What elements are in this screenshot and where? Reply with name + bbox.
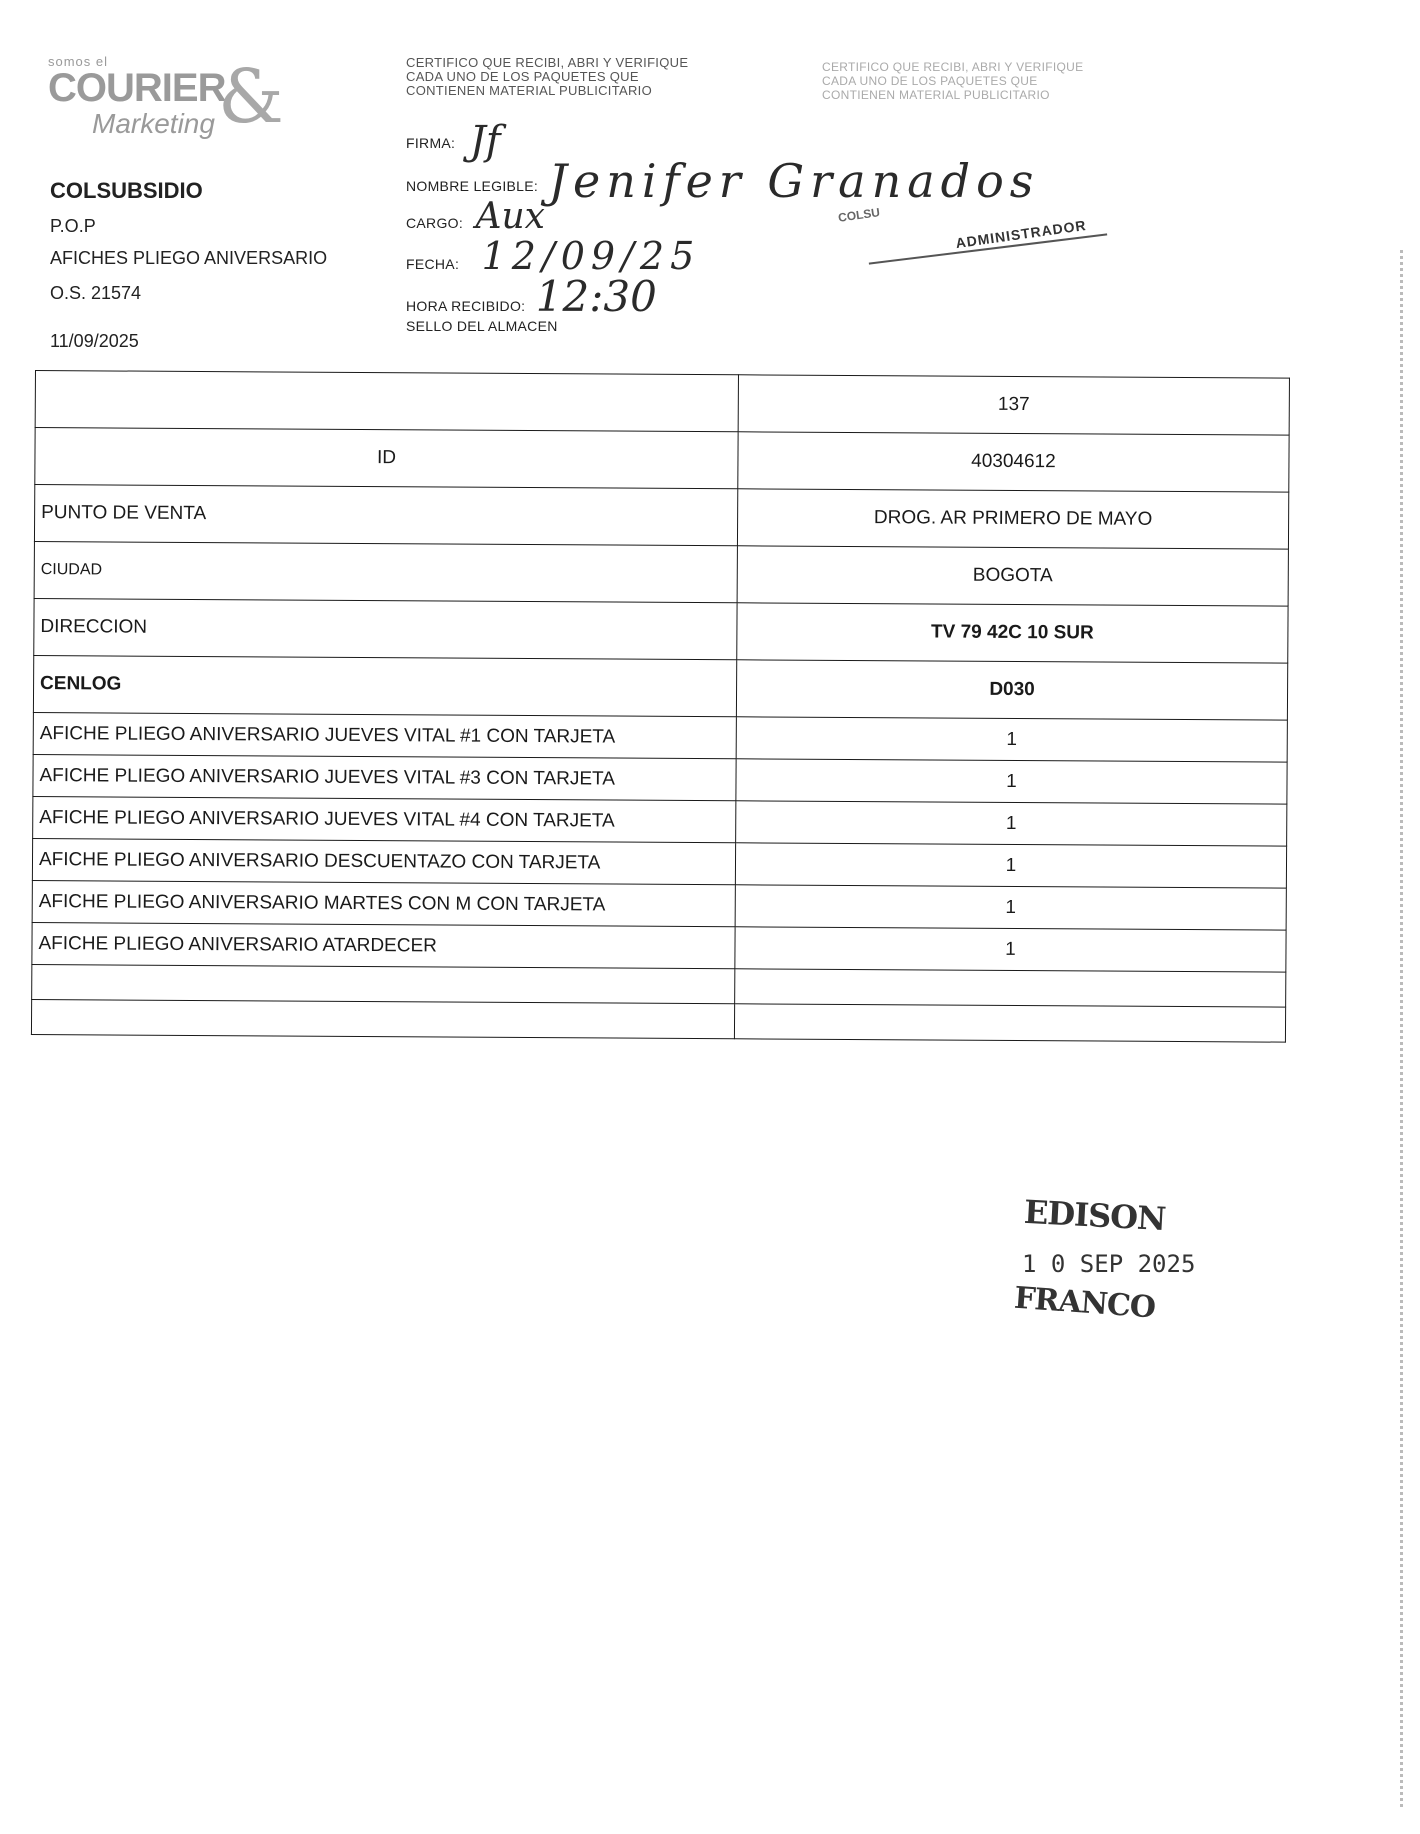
cargo-field [406, 196, 545, 237]
table-row [34, 485, 1288, 550]
table-cell-empty [735, 969, 1286, 1007]
logo-ampersand: & [218, 54, 284, 140]
document-date: 11/09/2025 [50, 331, 139, 351]
certificate-text-faint [822, 60, 1152, 102]
order-number: O.S. 21574 [50, 283, 142, 303]
punto-label: PUNTO DE VENTA [34, 485, 737, 546]
table-row [33, 655, 1287, 720]
ciudad-value: BOGOTA [737, 546, 1288, 606]
stamp-name-bottom: FRANCO [1013, 1280, 1157, 1326]
item-name: AFICHE PLIEGO ANIVERSARIO JUEVES VITAL #3 CON TARJETA [33, 754, 736, 800]
logo-brand: COURIER [48, 66, 226, 110]
id-label: ID [35, 428, 738, 489]
hora-value: 12:30 [535, 272, 657, 321]
nombre-label: NOMBRE LEGIBLE: [406, 178, 539, 194]
table-row [35, 371, 1289, 436]
certificate-line: CERTIFICO QUE RECIBI, ABRI Y VERIFIQUE [822, 60, 1084, 74]
firma-signature: Jf [469, 118, 501, 164]
sello-label: SELLO DEL ALMACEN [406, 318, 558, 334]
received-date-stamp [1013, 1192, 1224, 1326]
punto-value: DROG. AR PRIMERO DE MAYO [737, 489, 1288, 549]
header-value: 137 [738, 375, 1289, 435]
cenlog-value: D030 [736, 660, 1287, 720]
table-cell-empty [32, 964, 735, 1003]
hora-field [406, 272, 657, 321]
certificate-line: CADA UNO DE LOS PAQUETES QUE [822, 74, 1038, 88]
cenlog-label: CENLOG [33, 655, 736, 716]
item-qty: 1 [736, 801, 1287, 846]
company-logo [18, 52, 284, 142]
ciudad-label: CIUDAD [34, 541, 737, 602]
item-qty: 1 [736, 717, 1287, 762]
item-name: AFICHE PLIEGO ANIVERSARIO ATARDECER [32, 922, 735, 968]
logo-small-text: somos el [48, 54, 109, 69]
certificate-line: CONTIENEN MATERIAL PUBLICITARIO [406, 83, 652, 98]
item-name: AFICHE PLIEGO ANIVERSARIO MARTES CON M CON TARJETA [32, 880, 735, 926]
certificate-line: CADA UNO DE LOS PAQUETES QUE [406, 69, 639, 84]
stamp-name-top: EDISON [1023, 1192, 1167, 1239]
warehouse-stamp-role: ADMINISTRADOR [954, 216, 1088, 252]
cargo-label: CARGO: [406, 215, 464, 231]
warehouse-stamp-top: COLSU [837, 205, 881, 225]
table-cell-empty [31, 999, 734, 1038]
item-name: AFICHE PLIEGO ANIVERSARIO JUEVES VITAL #4 CON TARJETA [33, 796, 736, 842]
id-value: 40304612 [738, 432, 1289, 492]
item-name: AFICHE PLIEGO ANIVERSARIO JUEVES VITAL #1 CON TARJETA [33, 712, 736, 758]
table-cell-empty [734, 1004, 1285, 1042]
campaign-name: AFICHES PLIEGO ANIVERSARIO [50, 248, 328, 268]
item-qty: 1 [735, 927, 1286, 972]
table-row [34, 598, 1288, 663]
firma-label: FIRMA: [406, 135, 456, 151]
certificate-text [406, 56, 806, 98]
fecha-value: 12/09/25 [481, 234, 701, 278]
item-qty: 1 [736, 759, 1287, 804]
direccion-value: TV 79 42C 10 SUR [737, 603, 1288, 663]
logo-sub: Marketing [92, 108, 215, 139]
item-qty: 1 [735, 843, 1286, 888]
client-name: COLSUBSIDIO [50, 178, 203, 203]
item-qty: 1 [735, 885, 1286, 930]
nombre-value: Jenifer Granados [548, 154, 1040, 208]
scan-edge-artifact [1400, 250, 1403, 1810]
table-row [35, 428, 1289, 493]
cargo-value: Aux [475, 196, 545, 237]
stamp-date: 1 0 SEP 2025 [1022, 1250, 1196, 1278]
table-cell-empty [35, 371, 738, 432]
nombre-field [406, 148, 1066, 208]
fecha-label: FECHA: [406, 256, 460, 272]
table-row [34, 541, 1288, 606]
certificate-line: CERTIFICO QUE RECIBI, ABRI Y VERIFIQUE [406, 55, 689, 70]
client-type: P.O.P [50, 216, 96, 236]
table-row-empty [31, 999, 1285, 1042]
delivery-table [31, 370, 1290, 1043]
direccion-label: DIRECCION [34, 598, 737, 659]
certificate-line: CONTIENEN MATERIAL PUBLICITARIO [822, 88, 1050, 102]
hora-label: HORA RECIBIDO: [406, 298, 526, 314]
item-name: AFICHE PLIEGO ANIVERSARIO DESCUENTAZO CON TARJETA [32, 838, 735, 884]
